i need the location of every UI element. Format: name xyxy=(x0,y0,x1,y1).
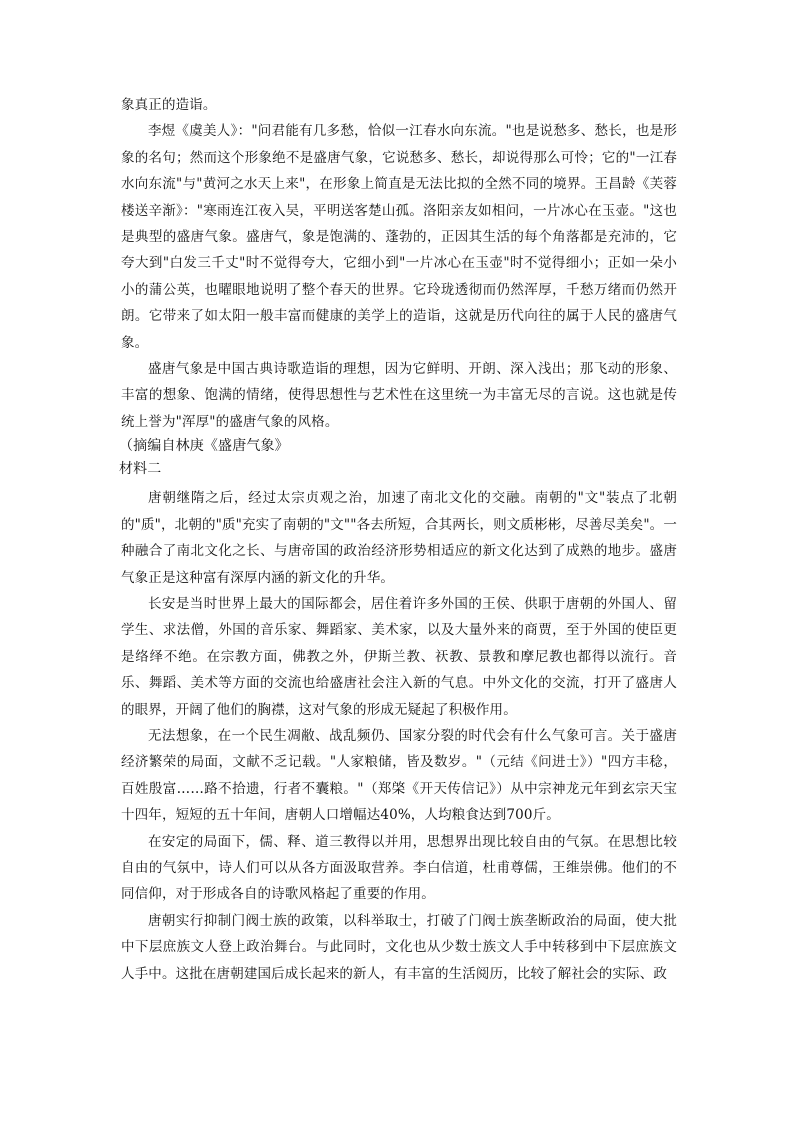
section-heading-material-two: 材料二 xyxy=(119,461,162,478)
paragraph-north-south: 唐朝继隋之后，经过太宗贞观之治，加速了南北文化的交融。南朝的"文"装点了北朝的"质"，北朝的"质"充实了南朝的"文""各去所短，合其两长，则文质彬彬，尽善尽美矣"。一种融合了南北文化之长、与唐帝国的政治经济形势相适应的新文化达到了成熟的地步。盛唐气象正是这种富有深厚内涵的新文化的升华。 xyxy=(121,490,677,586)
source-citation: （摘编自林庚《盛唐气象》 xyxy=(119,438,289,455)
paragraph-economy: 无法想象，在一个民生凋敝、战乱频仍、国家分裂的时代会有什么气象可言。关于盛唐经济繁荣的局面，文献不乏记载。"人家粮储，皆及数岁。"（元结《问进士》）"四方丰稔，百姓殷富……路不拾遗，行者不囊粮。"（郑棨《开天传信记》）从中宗神龙元年到玄宗天宝十四年，短短的五十年间，唐朝人口增幅达40%，人均粮食达到700斤。 xyxy=(121,727,677,824)
paragraph-li-yu: 李煜《虞美人》："问君能有几多愁，恰似一江春水向东流。"也是说愁多、愁长，也是形象的名句；然而这个形象绝不是盛唐气象，它说愁多、愁长，却说得那么可怜；它的"一江春水向东流"与"黄河之水天上来"，在形象上简直是无法比拟的全然不同的境界。王昌龄《芙蓉楼送辛渐》："寒雨连江夜入吴，平明送客楚山孤。洛阳亲友如相问，一片冰心在玉壶。"这也是典型的盛唐气象。盛唐气，象是饱满的、蓬勃的，正因其生活的每个角落都是充沛的，它夸大到"白发三千丈"时不觉得夸大，它细小到"一片冰心在玉壶"时不觉得细小；正如一朵小小的蒲公英，也曜眼地说明了整个春天的世界。它玲珑透彻而仍然浑厚，千愁万绪而仍然开朗。它带来了如太阳一般丰富而健康的美学上的造诣，这就是历代向往的属于人民的盛唐气象。 xyxy=(121,123,677,351)
paragraph-ideal: 盛唐气象是中国古典诗歌造诣的理想，因为它鲜明、开朗、深入浅出；那飞动的形象、丰富的想象、饱满的情绪，使得思想性与艺术性在这里统一为丰富无尽的言说。这也就是传统上誉为"浑厚"的盛唐气象的风格。 xyxy=(121,361,677,430)
paragraph-religion: 在安定的局面下，儒、释、道三教得以并用，思想界出现比较自由的气氛。在思想比较自由的气氛中，诗人们可以从各方面汲取营养。李白信道，杜甫尊儒，王维崇佛。他们的不同信仰，对于形成各自的诗歌风格起了重要的作用。 xyxy=(121,833,677,903)
paragraph-imperial-exam: 唐朝实行抑制门阀士族的政策，以科举取士，打破了门阀士族垄断政治的局面，使大批中下层庶族文人登上政治舞台。与此同时，文化也从少数士族文人手中转移到中下层庶族文人手中。这批在唐朝建国后成长起来的新人，有丰富的生活阅历，比较了解社会的实际、政 xyxy=(121,912,677,982)
paragraph-continuation: 象真正的造诣。 xyxy=(121,97,217,113)
paragraph-changan: 长安是当时世界上最大的国际都会，居住着许多外国的王侯、供职于唐朝的外国人、留学生、求法僧，外国的音乐家、舞蹈家、美术家，以及大量外来的商贾，至于外国的使臣更是络绎不绝。在宗教方面，佛教之外，伊斯兰教、祆教、景教和摩尼教也都得以流行。音乐、舞蹈、美术等方面的交流也给盛唐社会注入新的气息。中外文化的交流，打开了盛唐人的眼界，开阔了他们的胸襟，这对气象的形成无疑起了积极作用。 xyxy=(121,595,677,718)
document-body xyxy=(121,92,677,987)
